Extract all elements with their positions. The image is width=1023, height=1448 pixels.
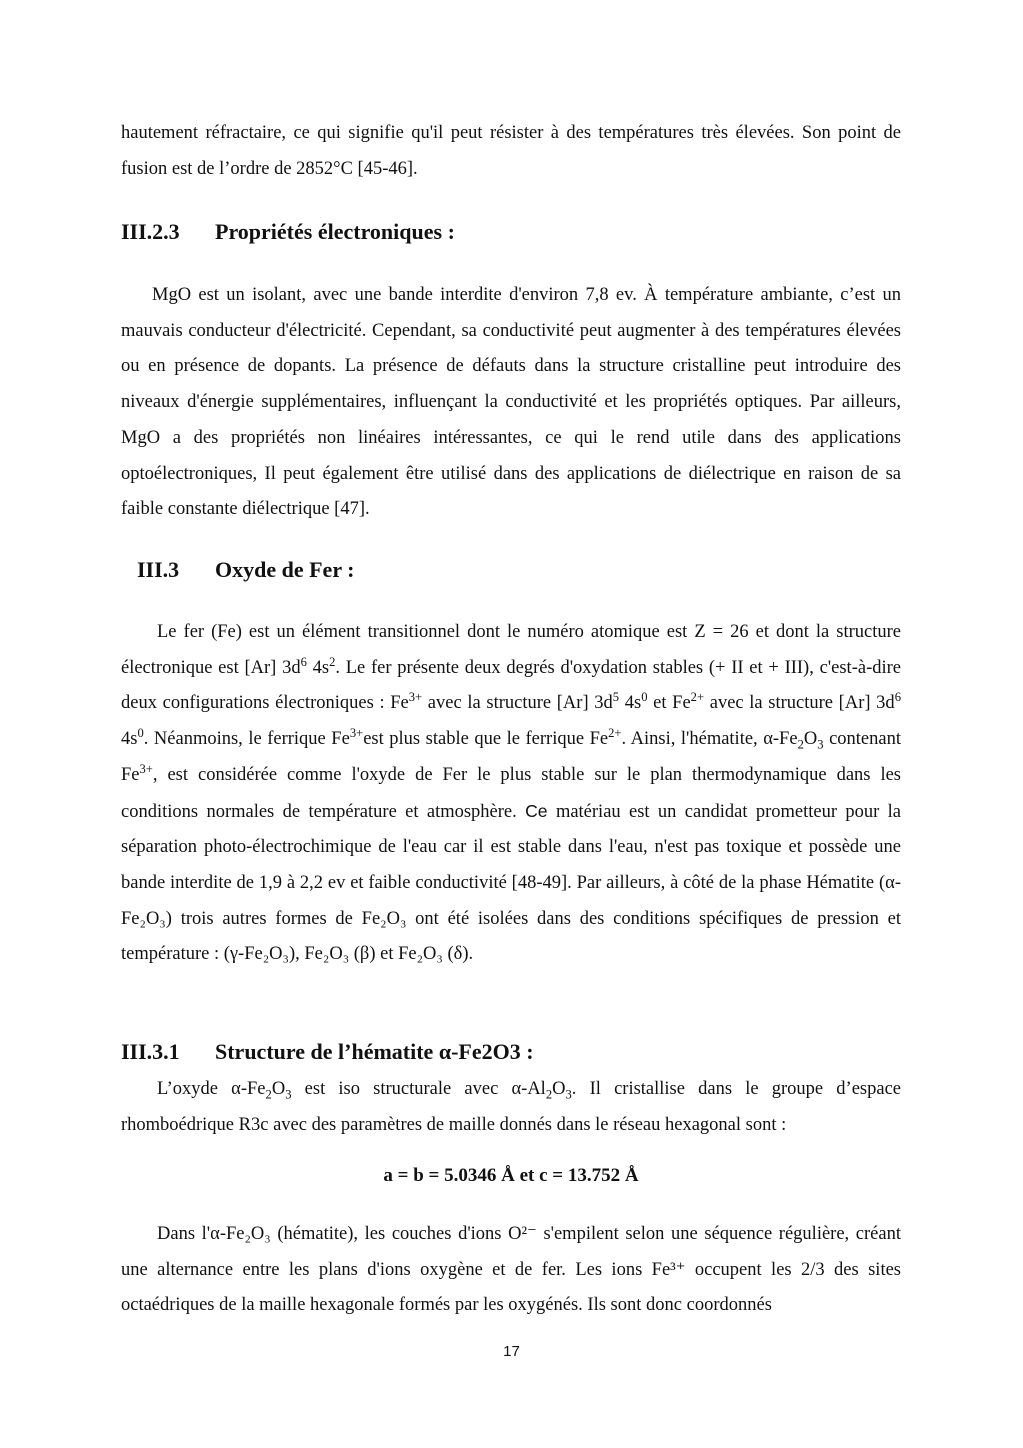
text-run: . Le fer présente deux degrés d'oxydation stables (+ II et + III), c'est-à-dire deux configurations électroniques : Fe	[121, 657, 901, 714]
superscript: 0	[641, 690, 648, 705]
section-title: Structure de l’hématite α-Fe2O3 :	[215, 1039, 534, 1064]
superscript: 6	[300, 654, 307, 669]
text-run: est plus stable que le ferrique Fe	[363, 729, 609, 750]
text-run: Le fer (Fe) est un élément transitionnel dont le numéro atomique est Z = 26 et dont la structure électronique est [Ar] 3d	[121, 622, 901, 678]
lattice-parameters-equation: a = b = 5.0346 Å et c = 13.752 Å	[383, 1165, 639, 1186]
superscript: 0	[137, 725, 144, 740]
superscript: 6	[894, 690, 901, 705]
text-run: matériau est un candidat prometteur pour la séparation photo-électrochimique de l'eau car il est stable dans l'eau, n'est pas toxique et possède une bande interdite de 1,9 à 2,2 ev et faible conductivité [48-49]. Par ailleurs, à côté de la phase Hématite (α-Fe₂O₃) trois autres formes de Fe₂O₃ ont été isolées dans des conditions spécifiques de pression et température : (γ-Fe₂O₃), Fe₂O₃ (β) et Fe₂O₃ (δ).	[121, 801, 901, 965]
text-run: . Néanmoins, le ferrique Fe	[143, 729, 350, 750]
electronic-properties-paragraph	[121, 278, 901, 528]
hematite-paragraph-2-text: Dans l'α-Fe₂O₃ (hématite), les couches d'ions O²⁻ s'empilent selon une séquence régulière, créant une alternance entre les plans d'ions oxygène et de fer. Les ions Fe³⁺ occupent les 2/3 des sites octaédriques de la maille hexagonale formés par les oxygénés. Ils sont donc coordonnés	[121, 1224, 901, 1316]
superscript: 3+	[139, 761, 153, 776]
subscript: 2	[797, 737, 804, 752]
text-run: contenant Fe	[121, 729, 901, 785]
text-run: , est considérée comme l'oxyde de Fer le plus stable sur le plan thermodynamique dans les conditions normales de température et atmosphère.	[121, 764, 901, 822]
superscript: 2+	[690, 690, 705, 705]
text-run: est iso structurale avec α-Al	[291, 1079, 546, 1099]
text-run: Ce	[525, 800, 548, 821]
section-number: III.2.3	[121, 219, 180, 244]
section-title: Propriétés électroniques :	[215, 219, 455, 244]
intro-paragraph-text: hautement réfractaire, ce qui signifie qu'il peut résister à des températures très élevées. Son point de fusion est de l’ordre de 2852°C [45-46].	[121, 123, 901, 179]
text-run: O	[271, 1079, 286, 1099]
iron-oxide-paragraph	[121, 615, 901, 973]
section-number: III.3	[137, 557, 180, 582]
text-run: O	[803, 729, 818, 750]
superscript: 3+	[349, 725, 364, 740]
subscript: 3	[285, 1087, 292, 1102]
text-run: . Ainsi, l'hématite, α-Fe	[621, 729, 798, 750]
subscript: 3	[565, 1087, 572, 1102]
text-run: . Il cristallise dans le groupe d’espace rhomboédrique R3c avec des paramètres de maille donnés dans le réseau hexagonal sont :	[121, 1079, 902, 1135]
text-run: L’oxyde α-Fe	[157, 1079, 266, 1099]
section-number: III.3.1	[121, 1039, 180, 1064]
text-run: avec la structure [Ar] 3d	[422, 693, 613, 714]
subscript: 2	[545, 1087, 553, 1102]
text-run: 4s	[306, 657, 330, 678]
text-run: avec la structure [Ar] 3d	[704, 693, 895, 714]
text-run: et Fe	[647, 693, 691, 714]
electronic-paragraph-text: MgO est un isolant, avec une bande interdite d'environ 7,8 ev. À température ambiante, c’est un mauvais conducteur d'électricité. Cependant, sa conductivité peut augmenter à des températures élevées ou en présence de dopants. La présence de défauts dans la structure cristalline peut introduire des niveaux d'énergie supplémentaires, influençant la conductivité et les propriétés optiques. Par ailleurs, MgO a des propriétés non linéaires intéressantes, ce qui le rend utile dans des applications optoélectroniques, Il peut également être utilisé dans des applications de diélectrique en raison de sa faible constante diélectrique [47].	[121, 285, 901, 520]
text-run: O	[552, 1079, 566, 1099]
superscript: 3+	[408, 690, 423, 705]
section-title: Oxyde de Fer :	[215, 557, 355, 582]
superscript: 5	[612, 690, 620, 705]
superscript: 2	[329, 654, 336, 669]
intro-paragraph	[121, 116, 901, 187]
text-run: 4s	[619, 693, 642, 714]
subscript: 2	[265, 1087, 272, 1102]
text-run: 4s	[121, 729, 138, 750]
hematite-paragraph-2	[121, 1217, 901, 1324]
superscript: 2+	[608, 725, 622, 740]
page-number: 17	[503, 1343, 520, 1360]
subscript: 3	[817, 737, 824, 752]
hematite-paragraph-1	[121, 1072, 901, 1143]
